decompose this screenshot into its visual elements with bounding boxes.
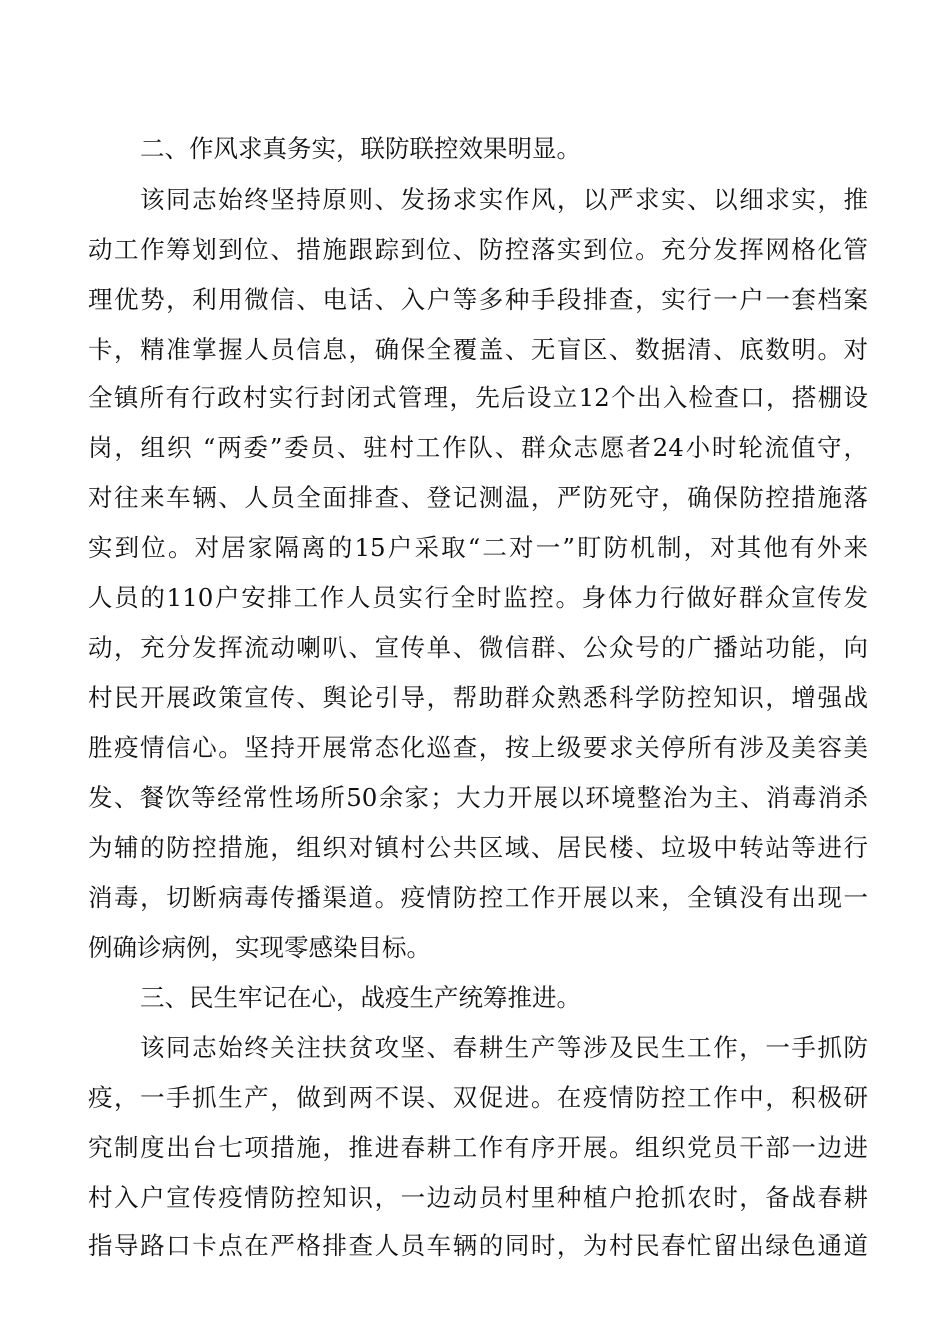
paragraph-line: 为辅的防控措施，组织对镇村公共区域、居民楼、垃圾中转站等进行 bbox=[88, 833, 868, 862]
paragraph-line: 疫，一手抓生产，做到两不误、双促进。在疫情防控工作中，积极研 bbox=[88, 1083, 868, 1112]
paragraph-line: 岗，组织 “两委”委员、驻村工作队、群众志愿者24小时轮流值守， bbox=[88, 433, 868, 462]
paragraph-line: 人员的110户安排工作人员实行全时监控。身体力行做好群众宣传发 bbox=[88, 583, 868, 612]
paragraph-line: 全镇所有行政村实行封闭式管理，先后设立12个出入检查口，搭棚设 bbox=[88, 383, 868, 412]
section-3-heading: 三、民生牢记在心，战疫生产统筹推进。 bbox=[140, 983, 581, 1012]
paragraph-line: 村入户宣传疫情防控知识，一边动员村里种植户抢抓农时，备战春耕 bbox=[88, 1183, 868, 1212]
paragraph-line: 究制度出台七项措施，推进春耕工作有序开展。组织党员干部一边进 bbox=[88, 1133, 868, 1162]
paragraph-line: 指导路口卡点在严格排查人员车辆的同时，为村民春忙留出绿色通道 bbox=[88, 1231, 868, 1260]
paragraph-line: 村民开展政策宣传、舆论引导，帮助群众熟悉科学防控知识，增强战 bbox=[88, 683, 868, 712]
paragraph-line: 卡，精准掌握人员信息，确保全覆盖、无盲区、数据清、底数明。对 bbox=[88, 335, 868, 364]
paragraph-line: 理优势，利用微信、电话、入户等多种手段排查，实行一户一套档案 bbox=[88, 285, 868, 314]
paragraph-line: 胜疫情信心。坚持开展常态化巡查，按上级要求关停所有涉及美容美 bbox=[88, 733, 868, 762]
paragraph-line: 对往来车辆、人员全面排查、登记测温，严防死守，确保防控措施落 bbox=[88, 483, 868, 512]
paragraph-line: 发、餐饮等经常性场所50余家；大力开展以环境整治为主、消毒消杀 bbox=[88, 783, 868, 812]
paragraph-line: 该同志始终关注扶贫攻坚、春耕生产等涉及民生工作，一手抓防 bbox=[140, 1033, 868, 1062]
paragraph-line: 消毒，切断病毒传播渠道。疫情防控工作开展以来，全镇没有出现一 bbox=[88, 883, 868, 912]
paragraph-line: 动，充分发挥流动喇叭、宣传单、微信群、公众号的广播站功能，向 bbox=[88, 633, 868, 662]
paragraph-line: 实到位。对居家隔离的15户采取“二对一”盯防机制，对其他有外来 bbox=[88, 533, 868, 562]
paragraph-line: 动工作筹划到位、措施跟踪到位、防控落实到位。充分发挥网格化管 bbox=[88, 235, 868, 264]
section-2-heading: 二、作风求真务实，联防联控效果明显。 bbox=[140, 134, 581, 163]
paragraph-line-last: 例确诊病例，实现零感染目标。 bbox=[88, 933, 431, 962]
paragraph-line: 该同志始终坚持原则、发扬求实作风，以严求实、以细求实，推 bbox=[140, 185, 868, 214]
